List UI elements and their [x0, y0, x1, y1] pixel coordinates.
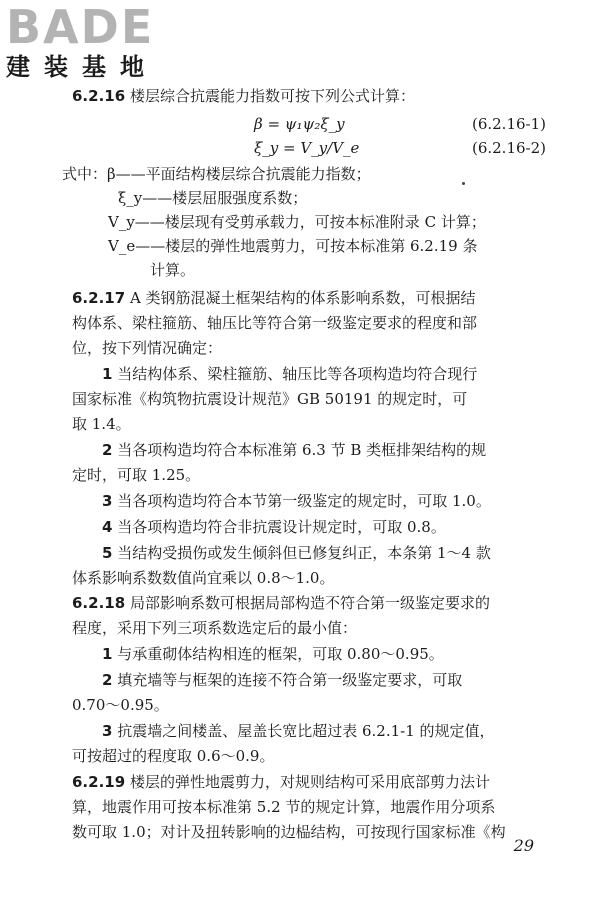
clause-text: 楼层综合抗震能力指数可按下列公式计算： — [129, 87, 415, 105]
item-number: 1 — [102, 645, 113, 663]
formula-1 — [254, 114, 546, 134]
paragraph-line: 算，地震作用可按本标准第 5.2 节的规定计算，地震作用分项系 — [72, 798, 496, 816]
logo-subtitle: 建装基地 — [6, 53, 158, 81]
paragraph-line: 国家标准《构筑物抗震设计规范》GB 50191 的规定时，可 — [72, 390, 468, 408]
clause-number: 6.2.19 — [72, 773, 126, 791]
list-item — [102, 364, 477, 384]
clause-text: A 类钢筋混凝土框架结构的体系影响系数，可根据结 — [129, 289, 476, 307]
item-text: 填充墙等与框架的连接不符合第一级鉴定要求，可取 — [117, 671, 463, 689]
clause-6-2-19-heading — [72, 772, 490, 792]
clause-text: 楼层的弹性地震剪力，对规则结构可采用底部剪力法计 — [129, 773, 490, 791]
clause-number: 6.2.18 — [72, 594, 126, 612]
list-item — [102, 644, 444, 664]
list-item — [102, 670, 462, 690]
where-line: V_e——楼层的弹性地震剪力，可按本标准第 6.2.19 条 — [108, 237, 478, 255]
where-line: 式中：β——平面结构楼层综合抗震能力指数； — [62, 165, 371, 183]
item-text: 与承重砌体结构相连的框架，可取 0.80～0.95。 — [117, 645, 444, 663]
item-text: 抗震墙之间楼盖、屋盖长宽比超过表 6.2.1-1 的规定值， — [117, 722, 495, 740]
list-item — [102, 517, 446, 537]
formula-expression: ξ_y = V_y/V_e — [254, 139, 360, 157]
equation-number: (6.2.16-1) — [471, 115, 546, 133]
item-number: 3 — [102, 492, 113, 510]
where-line: 计算。 — [150, 261, 196, 279]
paragraph-line: 可按超过的程度取 0.6～0.9。 — [72, 747, 275, 765]
item-text: 当结构受损伤或发生倾斜但已修复纠正，本条第 1～4 款 — [117, 544, 491, 562]
item-text: 当各项构造均符合本标准第 6.3 节 B 类框排架结构的规 — [117, 441, 487, 459]
clause-number: 6.2.17 — [72, 289, 126, 307]
paragraph-line: 程度，采用下列三项系数选定后的最小值： — [72, 619, 358, 637]
item-text: 当各项构造均符合本节第一级鉴定的规定时，可取 1.0。 — [117, 492, 491, 510]
list-item — [102, 491, 491, 511]
clause-6-2-18-heading — [72, 593, 490, 613]
where-line: V_y——楼层现有受剪承载力，可按本标准附录 C 计算； — [108, 213, 486, 231]
list-item — [102, 440, 486, 460]
item-text: 当结构体系、梁柱箍筋、轴压比等各项构造均符合现行 — [117, 365, 478, 383]
paragraph-line: 数可取 1.0；对计及扭转影响的边榀结构，可按现行国家标准《构 — [72, 823, 506, 841]
stray-dot — [462, 182, 465, 185]
list-item — [102, 721, 495, 741]
where-line: ξ_y——楼层屈服强度系数； — [118, 189, 308, 207]
page-number: 29 — [513, 836, 534, 855]
item-number: 2 — [102, 441, 113, 459]
item-text: 当各项构造均符合非抗震设计规定时，可取 0.8。 — [117, 518, 446, 536]
paragraph-line: 位，按下列情况确定： — [72, 339, 223, 357]
clause-6-2-17-heading — [72, 288, 476, 308]
paragraph-line: 构体系、梁柱箍筋、轴压比等符合第一级鉴定要求的程度和部 — [72, 314, 478, 332]
item-number: 4 — [102, 518, 113, 536]
paragraph-line: 体系影响系数数值尚宜乘以 0.8～1.0。 — [72, 569, 335, 587]
list-item — [102, 543, 491, 563]
item-number: 1 — [102, 365, 113, 383]
item-number: 5 — [102, 544, 113, 562]
paragraph-line: 0.70～0.95。 — [72, 696, 169, 714]
logo-wordmark: BADE — [6, 0, 155, 54]
clause-6-2-16-heading — [72, 86, 415, 106]
formula-2 — [254, 138, 546, 158]
item-number: 2 — [102, 671, 113, 689]
paragraph-line: 定时，可取 1.25。 — [72, 466, 201, 484]
equation-number: (6.2.16-2) — [471, 139, 546, 157]
logo — [6, 0, 176, 82]
clause-number: 6.2.16 — [72, 87, 126, 105]
item-number: 3 — [102, 722, 113, 740]
clause-text: 局部影响系数可根据局部构造不符合第一级鉴定要求的 — [129, 594, 490, 612]
paragraph-line: 取 1.4。 — [72, 415, 131, 433]
formula-expression: β = ψ₁ψ₂ξ_y — [254, 115, 345, 133]
